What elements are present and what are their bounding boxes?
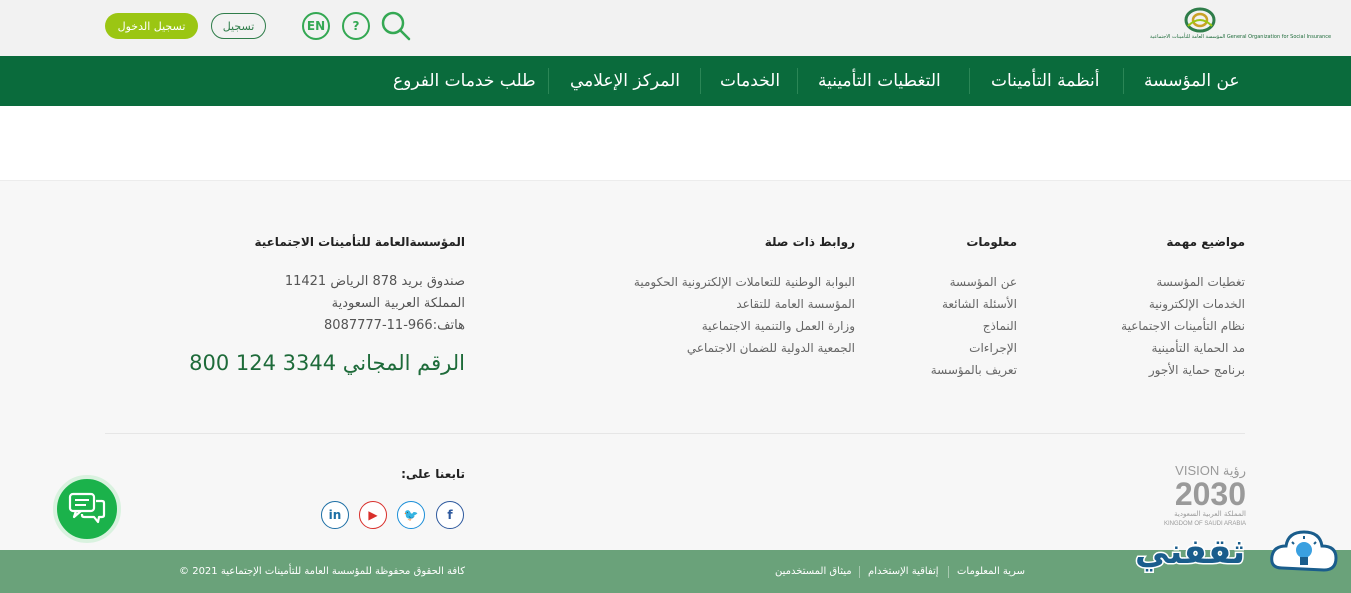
- footer-info-title: معلومات: [966, 235, 1017, 249]
- vision-arabic: المملكة العربية السعودية: [1174, 510, 1246, 518]
- footer-info: [880, 235, 1017, 381]
- footer-link[interactable]: برنامج حماية الأجور: [1148, 363, 1245, 377]
- facebook-icon[interactable]: f: [436, 501, 464, 529]
- footer-link[interactable]: النماذج: [982, 319, 1017, 333]
- footer-link[interactable]: المؤسسة العامة للتقاعد: [736, 297, 855, 311]
- footer-topics: [1045, 235, 1245, 381]
- lightbulb-cloud-icon: [1268, 524, 1340, 584]
- nav-item-about[interactable]: عن المؤسسة: [1144, 71, 1240, 91]
- twitter-icon[interactable]: 🐦: [397, 501, 425, 529]
- toll-free-number: الرقم المجاني 3344 124 800: [189, 351, 465, 375]
- gosi-logo[interactable]: [1150, 4, 1332, 50]
- footer-related-title: روابط ذات صلة: [764, 235, 855, 249]
- nav-separator: [1123, 68, 1124, 94]
- nav-item-services[interactable]: الخدمات: [720, 71, 781, 91]
- footer-divider: [105, 433, 1245, 434]
- footer-link[interactable]: الجمعية الدولية للضمان الاجتماعي: [686, 341, 855, 355]
- bottom-separator: [948, 566, 949, 578]
- main-navigation: [0, 56, 1351, 106]
- chat-button[interactable]: [53, 475, 121, 543]
- nav-separator: [797, 68, 798, 94]
- login-button[interactable]: تسجيل الدخول: [105, 13, 198, 39]
- footer-link[interactable]: البوابة الوطنية للتعاملات الإلكترونية الحكومية: [633, 275, 855, 289]
- footer-link[interactable]: مد الحماية التأمينية: [1151, 341, 1245, 355]
- follow-us-label: تابعنا على:: [401, 467, 465, 481]
- footer-contact: [175, 235, 465, 375]
- phone-number: هاتف:966-11-8087777: [324, 318, 465, 333]
- address-line: صندوق بريد 878 الرياض 11421: [284, 274, 465, 289]
- top-bar: [0, 0, 1351, 56]
- footer: [0, 180, 1351, 550]
- help-icon[interactable]: ?: [342, 12, 370, 40]
- footer-link[interactable]: نظام التأمينات الاجتماعية: [1121, 319, 1245, 333]
- nav-item-coverage[interactable]: التغطيات التأمينية: [818, 71, 941, 91]
- nav-item-insurance-systems[interactable]: أنظمة التأمينات: [991, 71, 1100, 91]
- privacy-link[interactable]: سرية المعلومات: [957, 566, 1025, 577]
- vision-english: KINGDOM OF SAUDI ARABIA: [1163, 521, 1246, 527]
- vision-year: 2030: [1174, 476, 1246, 512]
- search-icon[interactable]: [380, 10, 412, 42]
- footer-link[interactable]: تعريف بالمؤسسة: [930, 363, 1017, 377]
- linkedin-icon[interactable]: in: [321, 501, 349, 529]
- footer-contact-title: المؤسسةالعامة للتأمينات الاجتماعية: [254, 235, 465, 249]
- footer-link[interactable]: الإجراءات: [969, 341, 1017, 355]
- address-country: المملكة العربية السعودية: [331, 296, 465, 311]
- nav-item-branch-services[interactable]: طلب خدمات الفروع: [393, 71, 536, 91]
- logo-mark-icon: [1180, 6, 1220, 34]
- user-charter-link[interactable]: ميثاق المستخدمين: [775, 566, 852, 577]
- register-button[interactable]: تسجيل: [211, 13, 266, 39]
- footer-link[interactable]: تغطيات المؤسسة: [1156, 275, 1245, 289]
- language-toggle[interactable]: EN: [302, 12, 330, 40]
- footer-topics-title: مواضيع مهمة: [1166, 235, 1245, 249]
- nav-item-media-center[interactable]: المركز الإعلامي: [570, 71, 680, 91]
- footer-link[interactable]: عن المؤسسة: [949, 275, 1017, 289]
- youtube-icon[interactable]: ▶: [359, 501, 387, 529]
- footer-related-links: [575, 235, 855, 359]
- nav-separator: [700, 68, 701, 94]
- logo-text: المؤسسة العامة للتأمينات الاجتماعية General Organization for Social Insurance: [1150, 34, 1332, 40]
- bottom-separator: [859, 566, 860, 578]
- footer-link[interactable]: الخدمات الإلكترونية: [1148, 297, 1245, 311]
- chat-icon: [68, 492, 106, 526]
- terms-link[interactable]: إتفاقية الإستخدام: [868, 566, 939, 577]
- nav-separator: [548, 68, 549, 94]
- footer-link[interactable]: الأسئلة الشائعة: [942, 297, 1017, 311]
- watermark: [1135, 520, 1345, 590]
- footer-link[interactable]: وزارة العمل والتنمية الاجتماعية: [701, 319, 855, 333]
- vision-top: VISION رؤية: [1175, 463, 1246, 478]
- copyright-text: كافة الحقوق محفوظة للمؤسسة العامة للتأمينات الإجتماعية 2021 ©: [179, 566, 465, 577]
- nav-separator: [969, 68, 970, 94]
- watermark-text: ثقفني: [1135, 532, 1245, 572]
